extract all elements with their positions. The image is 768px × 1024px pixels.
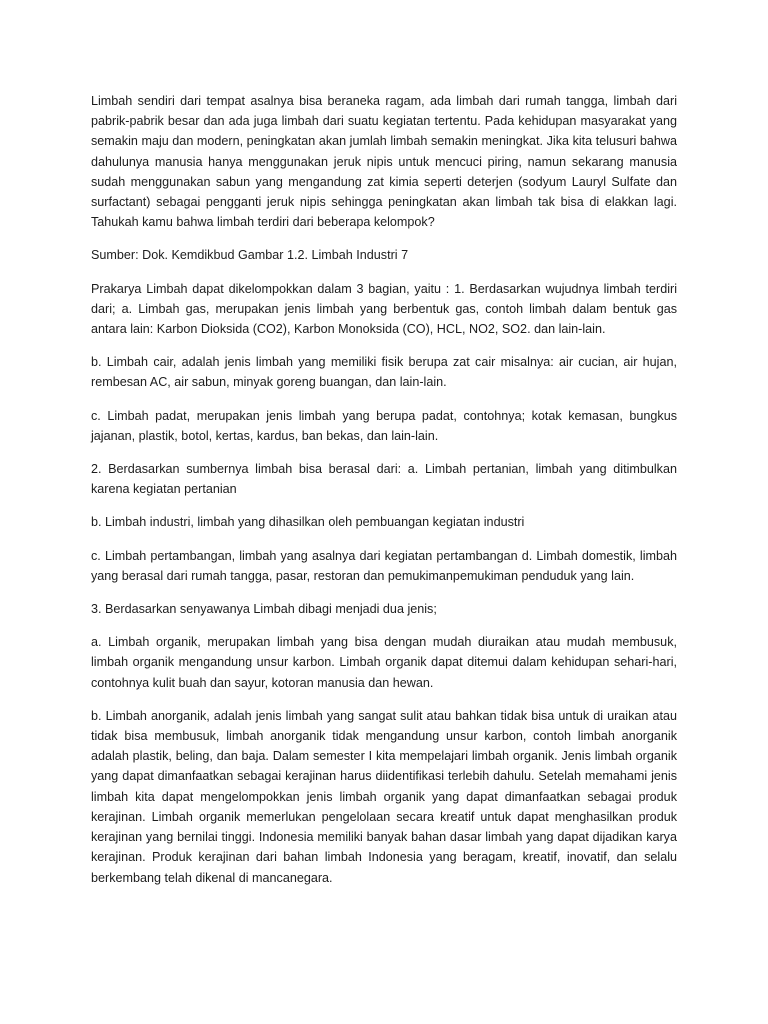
paragraph-source-caption: Sumber: Dok. Kemdikbud Gambar 1.2. Limbah Industri 7 xyxy=(91,248,409,263)
paragraph-classification-intro: Prakarya Limbah dapat dikelompokkan dalam 3 bagian, yaitu : 1. Berdasarkan wujudnya limbah terdiri dari; a. Limbah gas, merupakan jenis limbah yang berbentuk gas, contoh limbah dalam bentuk gas antara lain: Karbon Dioksida (CO2), Karbon Monoksida (CO), HCL, NO2, SO2. dan lain-lain. xyxy=(91,281,677,337)
paragraph-by-compound: 3. Berdasarkan senyawanya Limbah dibagi menjadi dua jenis; xyxy=(91,602,437,617)
paragraph-inorganic-waste: b. Limbah anorganik, adalah jenis limbah yang sangat sulit atau bahkan tidak bisa untuk di uraikan atau tidak bisa membusuk, limbah anorganik tidak mengandung unsur karbon, contoh limbah anorganik adalah plastik, beling, dan baja. Dalam semester I kita mempelajari limbah organik. Jenis limbah organik yang dapat dimanfaatkan sebagai kerajinan harus diidentifikasi terlebih dahulu. Setelah memahami jenis limbah kita dapat mengelompokkan jenis limbah organik yang dapat dimanfaatkan sebagai produk kerajinan. Limbah organik memerlukan pengelolaan secara kreatif untuk dapat menghasilkan produk kerajinan yang bernilai tinggi. Indonesia memiliki banyak bahan dasar limbah yang dapat dijadikan karya kerajinan. Produk kerajinan dari bahan limbah Indonesia yang beragam, kreatif, inovatif, dan selalu berkembang telah dikenal di mancanegara. xyxy=(91,708,677,885)
paragraph-mining-domestic-waste: c. Limbah pertambangan, limbah yang asalnya dari kegiatan pertambangan d. Limbah domestik, limbah yang berasal dari rumah tangga, pasar, restoran dan pemukimanpemukiman penduduk yang lain. xyxy=(91,548,677,583)
paragraph-organic-waste: a. Limbah organik, merupakan limbah yang bisa dengan mudah diuraikan atau mudah membusuk, limbah organik mengandung unsur karbon. Limbah organik dapat ditemui dalam kehidupan sehari-hari, contohnya kulit buah dan sayur, kotoran manusia dan hewan. xyxy=(91,635,677,690)
paragraph-liquid-waste: b. Limbah cair, adalah jenis limbah yang memiliki fisik berupa zat cair misalnya: air cucian, air hujan, rembesan AC, air sabun, minyak goreng buangan, dan lain-lain. xyxy=(91,355,677,390)
paragraph-industrial-waste: b. Limbah industri, limbah yang dihasilkan oleh pembuangan kegiatan industri xyxy=(91,515,525,530)
paragraph-by-source: 2. Berdasarkan sumbernya limbah bisa berasal dari: a. Limbah pertanian, limbah yang ditimbulkan karena kegiatan pertanian xyxy=(91,462,677,497)
paragraph-solid-waste: c. Limbah padat, merupakan jenis limbah yang berupa padat, contohnya; kotak kemasan, bungkus jajanan, plastik, botol, kertas, kardus, ban bekas, dan lain-lain. xyxy=(91,408,677,443)
document-body xyxy=(91,91,677,901)
paragraph-intro: Limbah sendiri dari tempat asalnya bisa beraneka ragam, ada limbah dari rumah tangga, limbah dari pabrik-pabrik besar dan ada juga limbah dari suatu kegiatan tertentu. Pada kehidupan masyarakat yang semakin maju dan modern, peningkatan akan jumlah limbah semakin meningkat. Jika kita telusuri bahwa dahulunya manusia hanya menggunakan jeruk nipis untuk mencuci piring, namun sekarang manusia sudah menggunakan sabun yang mengandung zat kimia seperti deterjen (sodyum Lauryl Sulfate dan surfactant) sebagai pengganti jeruk nipis sehingga peningkatan akan limbah tak bisa di elakkan lagi. Tahukah kamu bahwa limbah terdiri dari beberapa kelompok? xyxy=(91,94,677,230)
